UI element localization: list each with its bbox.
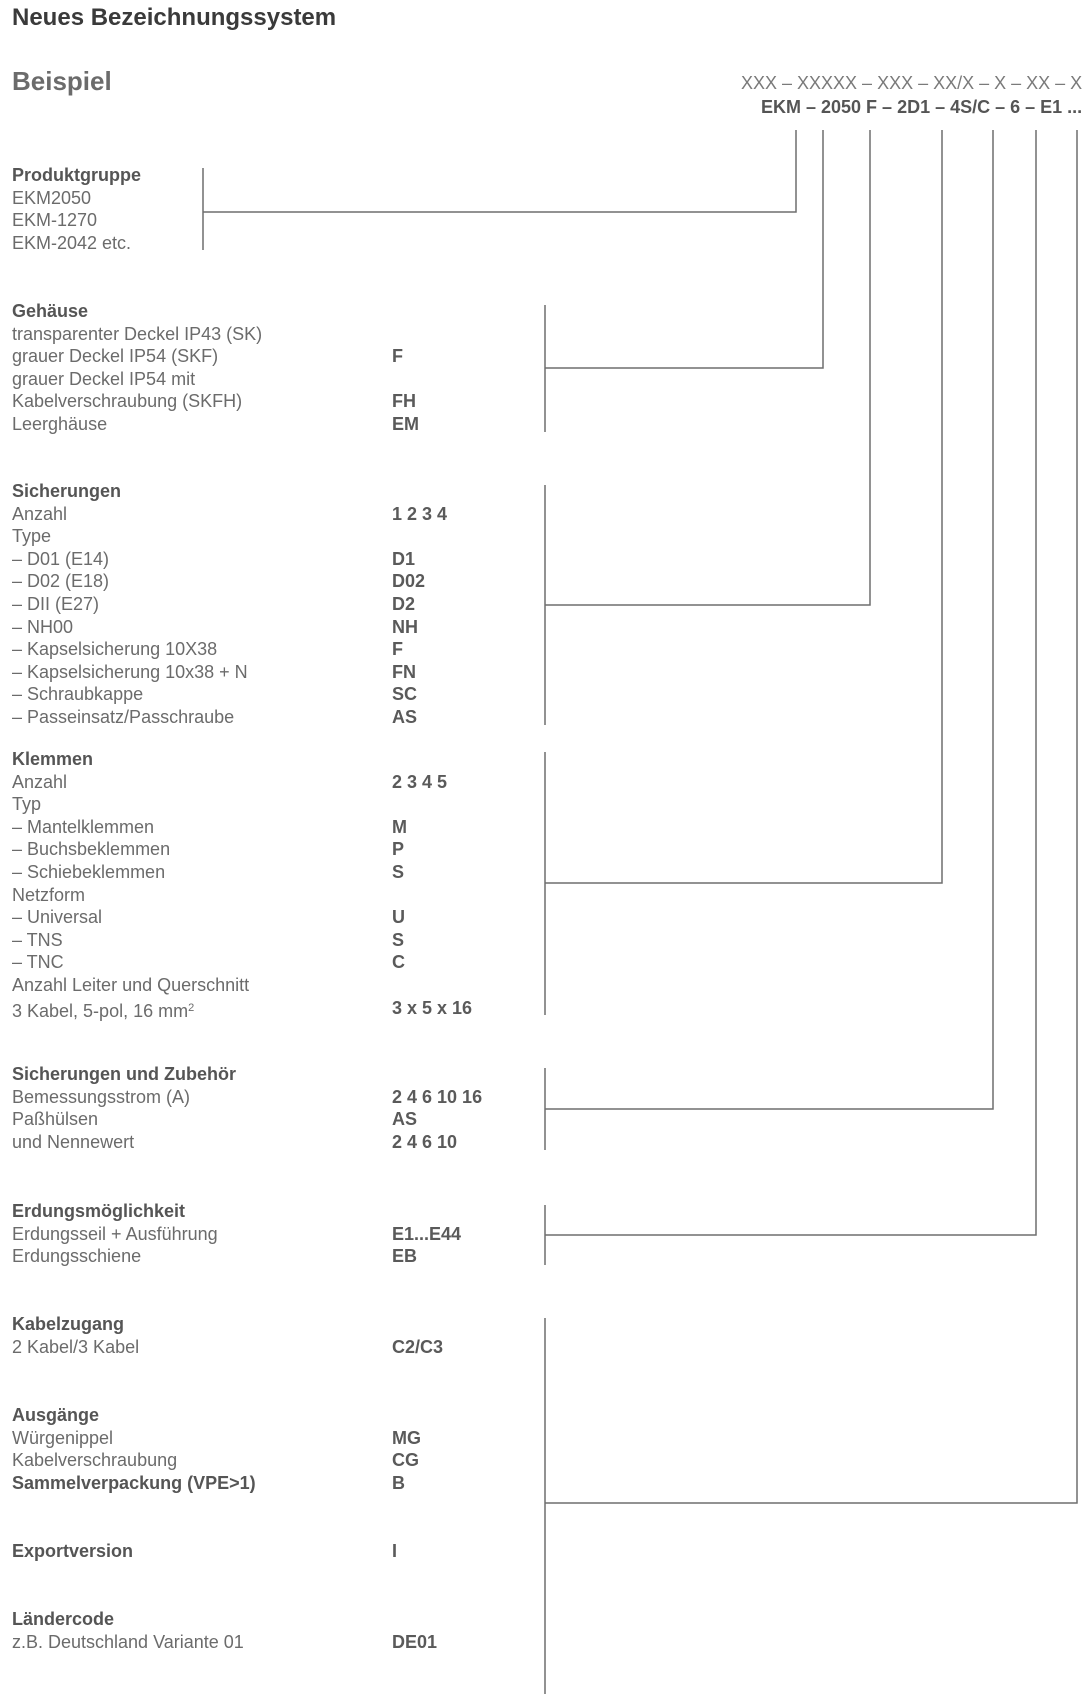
section-heading: Sicherungen und Zubehör xyxy=(12,1064,236,1084)
option-code: AS xyxy=(392,1109,418,1130)
option-label: – Buchsbeklemmen xyxy=(12,839,171,860)
option-code: 1 2 3 4 xyxy=(392,503,448,524)
option-label: – NH00 xyxy=(12,616,74,637)
option-label: – TNS xyxy=(12,929,63,950)
option-code: D02 xyxy=(392,571,426,592)
option-label: EKM2050 xyxy=(12,187,92,208)
option-code: M xyxy=(392,816,407,837)
option-label: Würgenippel xyxy=(12,1427,114,1448)
option-code: C2/C3 xyxy=(392,1336,444,1357)
option-label: transparenter Deckel IP43 (SK) xyxy=(12,323,263,344)
option-code: CG xyxy=(392,1450,419,1471)
option-label: – DII (E27) xyxy=(12,593,100,614)
option-label: Bemessungsstrom (A) xyxy=(12,1086,191,1107)
connector-rest xyxy=(545,130,1077,1503)
option-code: 2 4 6 10 xyxy=(392,1131,458,1152)
option-label: – D01 (E14) xyxy=(12,548,110,569)
section-heading: Gehäuse xyxy=(12,301,89,321)
option-code: U xyxy=(392,907,405,928)
option-label: Netzform xyxy=(12,884,86,905)
option-label: Anzahl xyxy=(12,771,68,792)
option-label: 3 Kabel, 5-pol, 16 $mm^2$ xyxy=(12,1000,195,1021)
option-label: – Passeinsatz/Passchraube xyxy=(12,706,235,727)
option-code: AS xyxy=(392,706,418,727)
code-example: EKM – 2050 F – 2D1 – 4S/C – 6 – E1 ... xyxy=(761,97,1083,117)
option-code: FH xyxy=(392,391,416,412)
option-code: D1 xyxy=(392,548,416,569)
connector-zubehoer xyxy=(545,130,993,1109)
option-label: – Schraubkappe xyxy=(12,684,144,705)
option-label: – Mantelklemmen xyxy=(12,816,155,837)
option-code: NH xyxy=(392,616,418,637)
option-label: 2 Kabel/3 Kabel xyxy=(12,1336,140,1357)
option-label: Type xyxy=(12,526,52,547)
section-heading: Produktgruppe xyxy=(12,165,141,185)
option-label: – Kapselsicherung 10X38 xyxy=(12,639,218,660)
option-code: E1...E44 xyxy=(392,1223,462,1244)
option-label: und Nennewert xyxy=(12,1131,135,1152)
option-code: F xyxy=(392,346,403,367)
option-code: DE01 xyxy=(392,1631,438,1652)
code-pattern: XXX – XXXXX – XXX – XX/X – X – XX – X xyxy=(741,73,1083,93)
option-label: Erdungsschiene xyxy=(12,1246,142,1267)
option-label: grauer Deckel IP54 mit xyxy=(12,368,196,389)
option-label: Anzahl xyxy=(12,503,68,524)
section-heading: Klemmen xyxy=(12,749,94,769)
option-code: C xyxy=(392,952,405,973)
section-heading: Sicherungen xyxy=(12,481,122,501)
option-label: Typ xyxy=(12,794,42,815)
option-label: – Universal xyxy=(12,907,103,928)
example-heading: Beispiel xyxy=(12,66,112,96)
section-code: I xyxy=(392,1541,398,1561)
section-heading: Ausgänge xyxy=(12,1405,100,1425)
option-code: D2 xyxy=(392,593,416,614)
option-code: F xyxy=(392,639,403,660)
section-heading: Exportversion xyxy=(12,1541,134,1561)
option-label: Erdungsseil + Ausführung xyxy=(12,1223,218,1244)
option-label-superscript: 2 xyxy=(188,1001,195,1014)
option-label: – TNC xyxy=(12,952,64,973)
option-label: Kabelverschraubung xyxy=(12,1450,178,1471)
section-code: B xyxy=(392,1473,405,1493)
option-code: 2 3 4 5 xyxy=(392,771,448,792)
option-code: P xyxy=(392,839,405,860)
option-label: Paßhülsen xyxy=(12,1109,99,1130)
option-label: – Kapselsicherung 10x38 + N xyxy=(12,661,248,682)
option-label: z.B. Deutschland Variante 01 xyxy=(12,1631,244,1652)
option-label: Leerghäuse xyxy=(12,413,108,434)
connector-produktgruppe xyxy=(203,130,796,212)
option-code: SC xyxy=(392,684,418,705)
option-code: EB xyxy=(392,1246,418,1267)
option-code: 3 x 5 x 16 xyxy=(392,997,473,1018)
connector-erdung xyxy=(545,130,1036,1235)
option-label: grauer Deckel IP54 (SKF) xyxy=(12,346,219,367)
option-code: S xyxy=(392,861,405,882)
section-heading: Kabelzugang xyxy=(12,1314,125,1334)
page-title: Neues Bezeichnungssystem xyxy=(12,4,337,31)
option-label: – D02 (E18) xyxy=(12,571,110,592)
option-label: Kabelverschraubung (SKFH) xyxy=(12,391,243,412)
section-heading: Erdungsmöglichkeit xyxy=(12,1201,186,1221)
option-code: MG xyxy=(392,1427,421,1448)
option-code: FN xyxy=(392,661,416,682)
option-code: 2 4 6 10 16 xyxy=(392,1086,483,1107)
connector-klemmen xyxy=(545,130,942,883)
option-label: Anzahl Leiter und Querschnitt xyxy=(12,974,250,995)
option-code: EM xyxy=(392,413,419,434)
option-label: EKM-2042 etc. xyxy=(12,232,132,253)
section-heading: Ländercode xyxy=(12,1609,115,1629)
option-code: S xyxy=(392,929,405,950)
section-heading: Sammelverpackung (VPE>1) xyxy=(12,1473,256,1493)
option-label: – Schiebeklemmen xyxy=(12,861,166,882)
option-label: EKM-1270 xyxy=(12,210,98,231)
connector-gehaeuse xyxy=(545,130,823,368)
